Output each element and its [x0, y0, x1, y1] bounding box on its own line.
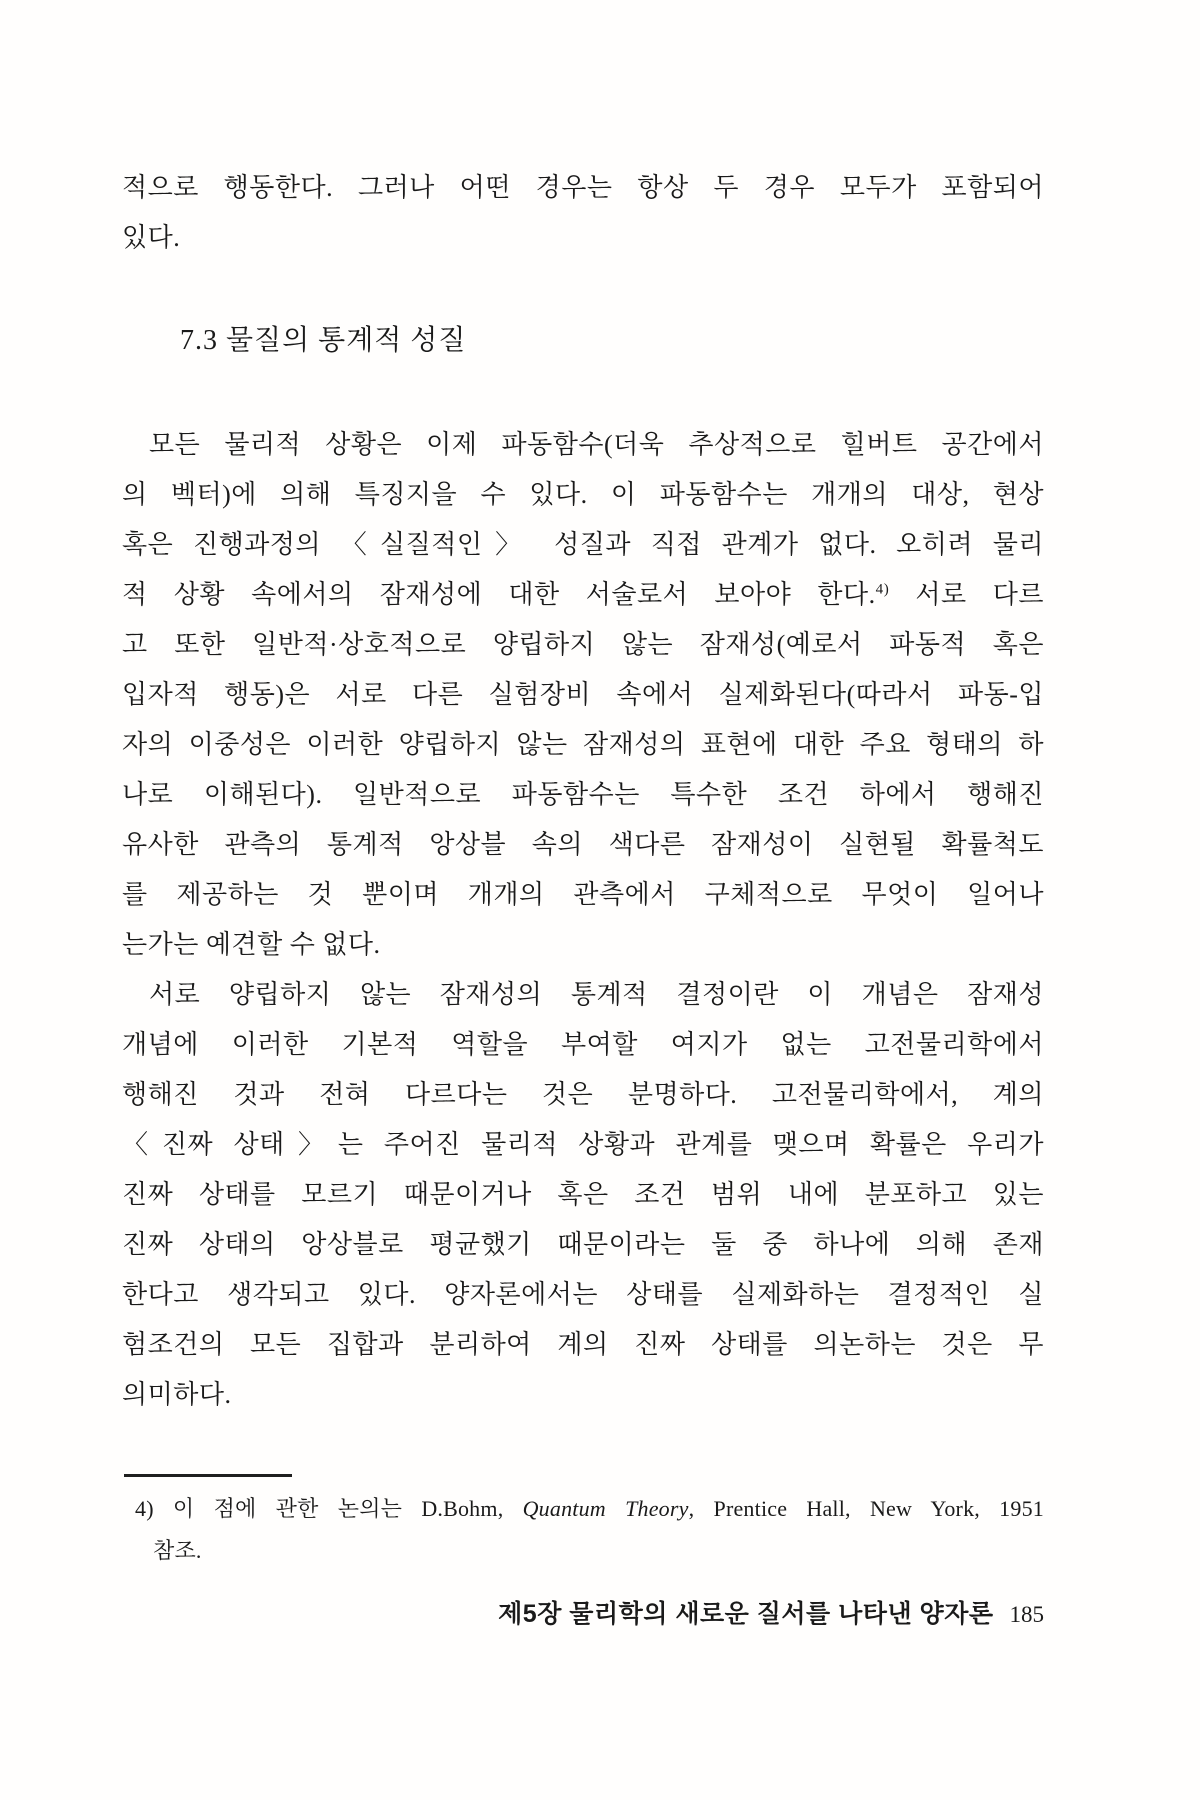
- text-segment: 참조.: [153, 1538, 202, 1563]
- text-segment: 4) 이 점에 관한 논의는 D.Bohm,: [135, 1496, 523, 1521]
- text-segment: 서로 다르: [889, 580, 1044, 609]
- text-segment: 의 벡터)에 의해 특징지을 수 있다. 이 파동함수는 개개의 대상, 현상: [122, 480, 1044, 509]
- text-segment: 모든 물리적 상황은 이제 파동함수(더욱 추상적으로 힐버트 공간에서: [149, 430, 1044, 459]
- text-line: [122, 1370, 1044, 1420]
- text-segment: 개념에 이러한 기본적 역할을 부여할 여지가 없는 고전물리학에서: [122, 1030, 1044, 1059]
- emphasized-text: 잠재성: [379, 580, 457, 609]
- text-line: [135, 1488, 1044, 1530]
- text-segment: 자의 이중성은 이러한 양립하지 않는 잠재성의 표현에 대한 주요 형태의 하: [122, 730, 1044, 759]
- emphasized-text: 실제화하는: [731, 1280, 860, 1309]
- text-line: [122, 420, 1044, 470]
- running-title: 제5장 물리학의 새로운 질서를 나타낸 양자론: [498, 1600, 994, 1628]
- text-segment: 행해진 것과 전혀 다르다는 것은 분명하다. 고전물리학에서, 계의: [122, 1080, 1044, 1109]
- page-number: 185: [1009, 1602, 1044, 1627]
- text-line: [122, 970, 1044, 1020]
- text-segment: Quantum Theory: [522, 1496, 689, 1521]
- text-line: [122, 163, 1044, 213]
- text-line: [122, 570, 1044, 620]
- footnote-separator-rule: [124, 1474, 292, 1477]
- text-line: [122, 670, 1044, 720]
- emphasized-text: 확률척도: [941, 830, 1044, 859]
- text-segment: , Prentice Hall, New York, 1951: [688, 1496, 1044, 1521]
- text-segment: 결정적인 실: [859, 1280, 1044, 1309]
- text-segment: 고 또한 일반적·상호적으로 양립하지 않는 잠재성(예로서 파동적 혹은: [122, 630, 1044, 659]
- text-line: [122, 820, 1044, 870]
- text-segment: 험조건의 모든 집합과 분리하여 계의 진짜 상태를 의논하는 것은 무: [122, 1330, 1044, 1359]
- text-segment: 는가는 예견할 수 없다.: [122, 930, 381, 959]
- text-segment: 적으로 행동한다. 그러나 어떤 경우는 항상 두 경우 모두가 포함되어: [122, 173, 1044, 202]
- footnote-marker: 4): [875, 581, 890, 598]
- section-heading: 7.3 물질의 통계적 성질: [180, 325, 467, 356]
- text-line: [122, 1020, 1044, 1070]
- text-segment: 유사한 관측의 통계적 앙상블 속의 색다른 잠재성이 실현될: [122, 830, 942, 859]
- text-line: [122, 720, 1044, 770]
- paragraph-1: [122, 420, 1044, 970]
- text-line: [122, 1320, 1044, 1370]
- text-segment: 〈진짜 상태〉는 주어진 물리적 상황과 관계를 맺으며 확률은 우리가: [122, 1130, 1044, 1159]
- text-segment: 에 대한 서술로서 보아야 한다.: [456, 580, 876, 609]
- text-line: [122, 1270, 1044, 1320]
- text-line: [122, 920, 1044, 970]
- text-segment: 진짜 상태의 앙상블로 평균했기 때문이라는 둘 중 하나에 의해 존재: [122, 1230, 1044, 1259]
- text-line: [122, 870, 1044, 920]
- text-segment: 적 상황 속에서의: [122, 580, 380, 609]
- text-line: [122, 620, 1044, 670]
- text-line: [122, 520, 1044, 570]
- text-line: [122, 1170, 1044, 1220]
- text-line: [122, 770, 1044, 820]
- footnote: [122, 1488, 1044, 1572]
- text-segment: 서로 양립하지 않는 잠재성의 통계적 결정이란 이 개념은 잠재성: [149, 980, 1044, 1009]
- text-segment: 나로 이해된다). 일반적으로 파동함수는 특수한 조건 하에서 행해진: [122, 780, 1044, 809]
- page-footer: [122, 1596, 1044, 1636]
- text-segment: 의미하다.: [122, 1380, 232, 1409]
- paragraph-2: [122, 970, 1044, 1420]
- text-line: [135, 1530, 1044, 1572]
- text-line: [122, 213, 1044, 263]
- text-segment: 를 제공하는 것 뿐이며 개개의 관측에서 구체적으로 무엇이 일어나: [122, 880, 1044, 909]
- text-line: [122, 1220, 1044, 1270]
- text-segment: 혹은 진행과정의 〈실질적인〉 성질과 직접 관계가 없다. 오히려 물리: [122, 530, 1044, 559]
- text-line: [122, 470, 1044, 520]
- paragraph-continued: [122, 163, 1044, 263]
- text-segment: 있다.: [122, 223, 181, 252]
- text-line: [122, 1120, 1044, 1170]
- text-segment: 진짜 상태를 모르기 때문이거나 혹은 조건 범위 내에 분포하고 있는: [122, 1180, 1044, 1209]
- text-segment: 입자적 행동)은 서로 다른 실험장비 속에서 실제화된다(따라서 파동-입: [122, 680, 1044, 709]
- text-line: [122, 1070, 1044, 1120]
- text-segment: 한다고 생각되고 있다. 양자론에서는 상태를: [122, 1280, 732, 1309]
